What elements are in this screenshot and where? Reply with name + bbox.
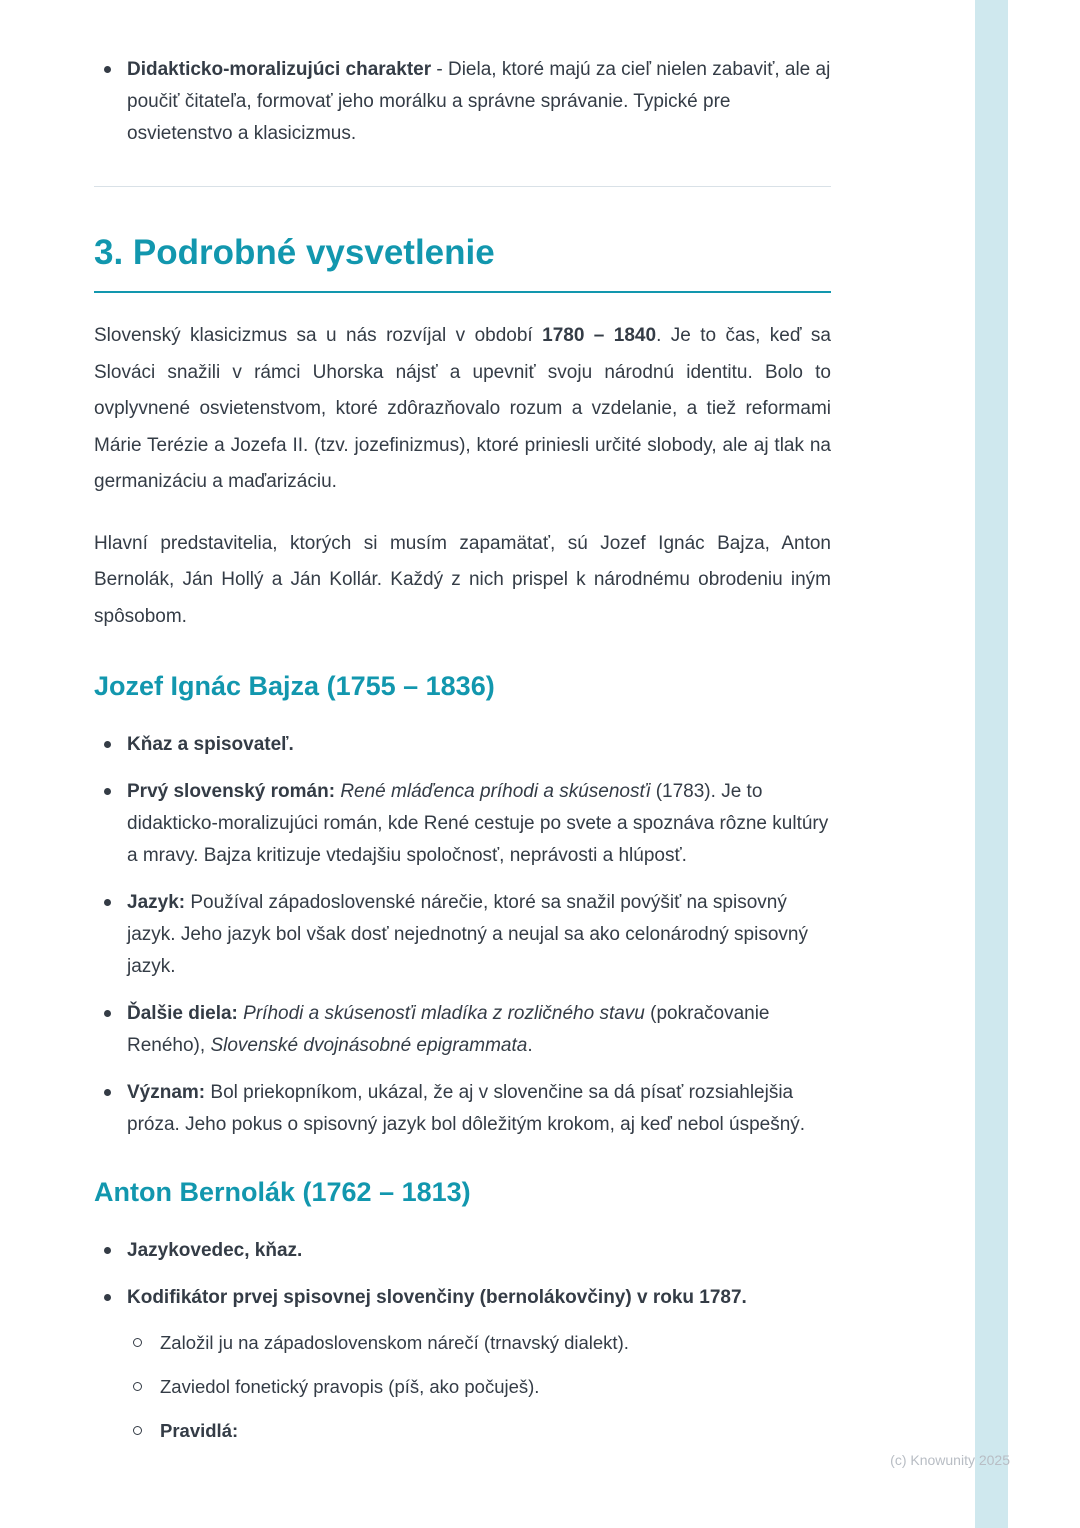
subsection-title-bajza: Jozef Ignác Bajza (1755 – 1836)	[94, 671, 495, 701]
list-item-text: Ďalšie diela: Príhodi a skúsenosťi mladíka z rozličného stavu (pokračovanie Reného), Slovenské dvojnásobné epigrammata.	[127, 1003, 770, 1056]
list-item-text: Jazyk: Používal západoslovenské nárečie, ktoré sa snažil povýšiť na spisovný jazyk. Jeho jazyk bol však dosť nejednotný a neujal sa ako celonárodný spisovný jazyk.	[127, 892, 808, 977]
intro-list	[94, 54, 831, 150]
list-item-text: Kňaz a spisovateľ.	[127, 734, 294, 755]
subsection-title-bernolak: Anton Bernolák (1762 – 1813)	[94, 1177, 471, 1207]
copyright-watermark: (c) Knowunity 2025	[890, 1452, 1010, 1468]
section-title: 3. Podrobné vysvetlenie	[94, 233, 831, 293]
list-item	[94, 54, 831, 150]
list-item-text: Založil ju na západoslovenskom nárečí (trnavský dialekt).	[160, 1332, 629, 1353]
list-item	[94, 1282, 831, 1446]
bernolak-list	[94, 1235, 831, 1446]
sub-list-item	[127, 1372, 831, 1402]
list-item-text: Význam: Bol priekopníkom, ukázal, že aj v slovenčine sa dá písať rozsiahlejšia próza. Jeho pokus o spisovný jazyk bol dôležitým krokom, aj keď nebol úspešný.	[127, 1082, 806, 1135]
sub-list-item	[127, 1416, 831, 1446]
notes-content	[94, 0, 831, 1461]
list-item-text: Zaviedol fonetický pravopis (píš, ako počuješ).	[160, 1376, 540, 1397]
list-item	[94, 998, 831, 1062]
sub-list-item	[127, 1328, 831, 1358]
list-item	[94, 887, 831, 983]
paragraph-overview: Slovenský klasicizmus sa u nás rozvíjal v období 1780 – 1840. Je to čas, keď sa Slováci snažili v rámci Uhorska nájsť a upevniť svoju národnú identitu. Bolo to ovplyvnené osvietenstvom, ktoré zdôrazňovalo rozum a vzdelanie, a tiež reformami Márie Terézie a Jozefa II. (tzv. jozefinizmus), ktoré priniesli určité slobody, ale aj tlak na germanizáciu a maďarizáciu.	[94, 325, 831, 492]
list-item-text: Kodifikátor prvej spisovnej slovenčiny (bernolákovčiny) v roku 1787.	[127, 1287, 747, 1308]
list-item-text: Prvý slovenský román: René mláďenca príhodi a skúsenosťi (1783). Je to didakticko-moralizujúci román, kde René cestuje po svete a spoznáva rôzne kultúry a mravy. Bajza kritizuje vtedajšiu spoločnosť, neprávosti a hlúposť.	[127, 781, 829, 866]
paragraph-representatives: Hlavní predstavitelia, ktorých si musím zapamätať, sú Jozef Ignác Bajza, Anton Bernolák, Ján Hollý a Ján Kollár. Každý z nich prispel k národnému obrodeniu iným spôsobom.	[94, 532, 831, 627]
bernolak-sublist	[127, 1328, 831, 1446]
page-edge-strip	[975, 0, 1008, 1528]
list-item	[94, 1077, 831, 1141]
list-item	[94, 776, 831, 872]
list-item-text: Pravidlá:	[160, 1420, 239, 1441]
list-item	[94, 1235, 831, 1267]
list-item-text: Didakticko-moralizujúci charakter - Diela, ktoré majú za cieľ nielen zabaviť, ale aj poučiť čitateľa, formovať jeho morálku a správne správanie. Typické pre osvietenstvo a klasicizmus.	[127, 59, 831, 144]
list-item	[94, 729, 831, 761]
bajza-list	[94, 729, 831, 1141]
list-item-text: Jazykovedec, kňaz.	[127, 1240, 303, 1261]
section-divider	[94, 186, 831, 187]
